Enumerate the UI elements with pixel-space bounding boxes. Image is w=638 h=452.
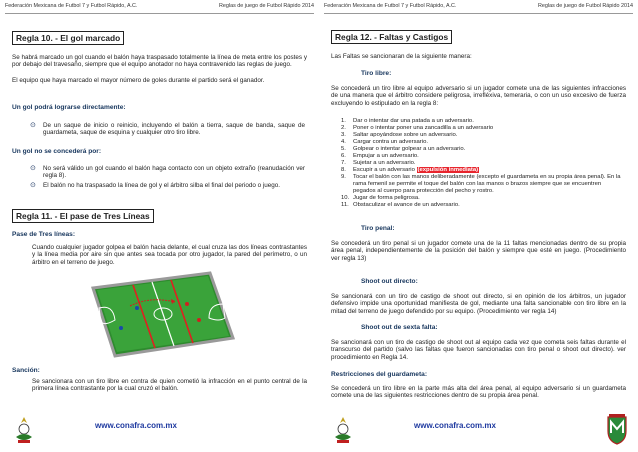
bullet-text: De un saque de inicio o reinicio, incluyendo el balón a tierra, saque de banda, saque de guardameta, saque de esquina y cualquier otro tiro libre. (43, 122, 305, 137)
foul-text: Obstaculizar el avance de un adversario. (353, 202, 460, 208)
foul-list-item (341, 125, 623, 132)
footer-url[interactable]: www.conafra.com.mx (414, 421, 496, 430)
goalkeeper-restrictions-paragraph: Se concederá un tiro libre en la parte más alta del área penal, al equipo adversario si un guardameta comete una de las siguientes restricciones dentro de su propia área penal. (331, 385, 626, 400)
header-doc: Reglas de juego de Futbol Rápido 2014 (537, 3, 633, 9)
foul-list-item (341, 132, 623, 139)
rule-11-paragraph-1: Cuando cualquier jugador golpea el balón hacia delante, el cual cruza las dos líneas contrastantes y la línea media por aire sin que antes sea tocada por otro jugador, la pared del perímetro, o un árbitro en el terreno de juego. (32, 244, 307, 266)
foul-number: 2. (341, 125, 346, 131)
header-divider (324, 13, 633, 14)
page-header (5, 3, 314, 9)
foul-list-item (341, 167, 623, 174)
foul-number: 5. (341, 146, 346, 152)
rule-10-paragraph-1: Se habrá marcado un gol cuando el balón haya traspasado totalmente la línea de meta entre los postes y por debajo del travesaño, siempre que el equipo anotador no haya contravenido las reglas de juego. (12, 54, 307, 69)
header-org: Federación Mexicana de Futbol 7 y Futbol Rápido, A.C. (324, 3, 457, 9)
foul-text: Tocar el balón con las manos deliberadamente (excepto el guardameta en su propia área penal). En la rama femenil se permite el toque del balón con las manos o brazos siempre que se encuentren pegados al cuerpo para protección del pecho y rostro. (353, 174, 621, 194)
rule-10-heading-direct: Un gol podrá lograrse directamente: (12, 104, 126, 111)
penalty-kick-paragraph: Se concederá un tiro penal si un jugador comete una de la 11 faltas mencionadas dentro de su propia área penal, independientemente de la posición del balón y siempre que esté en juego. (Procedimiento ver regla 13) (331, 240, 626, 262)
bullet-text: No será válido un gol cuando el balón haga contacto con un objeto extraño (reanudación ver regla 8). (43, 165, 305, 180)
federation-logo-icon (12, 415, 36, 445)
bullet-text: El balón no ha traspasado la línea de gol y el árbitro silba el final del periodo o juego. (43, 182, 280, 189)
header-doc: Reglas de juego de Futbol Rápido 2014 (218, 3, 314, 9)
expulsion-tag: (expulsión inmediata) (417, 167, 479, 173)
shootout-direct-paragraph: Se sancionará con un tiro de castigo de shoot out directo, si en opinión de los árbitros, un jugador defensivo impide una oportunidad manifiesta de gol, mediante una falta sancionable con tiro libre en la mitad del terreno de juego defendido por su equipo. (Procedimiento ver regla 14) (331, 293, 626, 315)
rule-11-heading-sanction: Sanción: (12, 367, 40, 374)
foul-number: 9. (341, 174, 346, 180)
page-header (324, 3, 633, 9)
rule-10-bullet-2 (30, 165, 305, 180)
foul-text: Golpear o intentar golpear a un adversario. (353, 146, 466, 152)
foul-list (341, 118, 623, 209)
foul-text: Jugar de forma peligrosa. (353, 195, 420, 201)
foul-text: Cargar contra un adversario. (353, 139, 428, 145)
foul-list-item (341, 160, 623, 167)
rule-10-bullet-1 (30, 122, 305, 137)
foul-list-item (341, 146, 623, 153)
foul-number: 6. (341, 153, 346, 159)
free-kick-paragraph: Se concederá un tiro libre al equipo adversario si un jugador comete una de las siguientes infracciones de una manera que el árbitro considere peligrosa, irrefléxiva, temeraria, o con un uso excesivo de fuerza excluyendo lo estipulado en la regla 8: (331, 85, 626, 107)
heading-sixth-foul: Shoot out de sexta falta: (361, 324, 438, 331)
foul-text: Poner o intentar poner una zancadilla a un adversario (353, 125, 494, 131)
sixth-foul-paragraph: Se sancionará con un tiro de castigo de shoot out al equipo cada vez que cometa seis faltas durante el transcurso del partido (salvo las faltas que fueron sancionadas con tiro penal o shoot out directo). ver procedimiento en Regla 14. (331, 339, 626, 361)
footer-url[interactable]: www.conafra.com.mx (95, 421, 177, 430)
rule-12-intro: Las Faltas se sancionaran de la siguiente manera: (331, 53, 472, 60)
rink-illustration (75, 268, 235, 358)
foul-list-item (341, 174, 623, 195)
foul-text: Empujar a un adversario. (353, 153, 419, 159)
foul-number: 3. (341, 132, 346, 138)
bullet-icon: ⊙ (30, 182, 36, 189)
foul-text: Escupir a un adversario (353, 167, 415, 173)
right-page (319, 0, 638, 452)
rule-10-bullet-3 (30, 182, 305, 189)
federation-logo-icon (331, 415, 355, 445)
foul-text: Saltar apoyándose sobre un adversario. (353, 132, 458, 138)
foul-number: 11. (341, 202, 349, 208)
league-shield-logo-icon (606, 413, 628, 445)
heading-free-kick: Tiro libre: (361, 70, 392, 77)
foul-number: 8. (341, 167, 346, 173)
rule-11-title: Regla 11. - El pase de Tres Líneas (12, 209, 154, 223)
rule-10-heading-not-granted: Un gol no se concederá por: (12, 148, 102, 155)
foul-text: Sujetar a un adversario. (353, 160, 416, 166)
foul-list-item (341, 139, 623, 146)
header-divider (5, 13, 314, 14)
foul-number: 1. (341, 118, 346, 124)
foul-list-item (341, 202, 623, 209)
foul-list-item (341, 118, 623, 125)
foul-list-item (341, 153, 623, 160)
rule-11-paragraph-2: Se sancionara con un tiro libre en contra de quien cometió la infracción en el punto central de la primera línea contrastante por la cual cruzó el balón. (32, 378, 307, 393)
bullet-icon: ⊙ (30, 122, 36, 129)
heading-goalkeeper-restrictions: Restricciones del guardameta: (331, 371, 428, 378)
foul-number: 10. (341, 195, 350, 201)
foul-number: 4. (341, 139, 346, 145)
rule-11-heading-pass: Pase de Tres líneas: (12, 231, 76, 238)
foul-text: Dar o intentar dar una patada a un adversario. (353, 118, 474, 124)
rule-10-paragraph-2: El equipo que haya marcado el mayor número de goles durante el partido será el ganador. (12, 77, 265, 84)
rule-12-title: Regla 12. - Faltas y Castigos (331, 30, 452, 44)
rule-10-title: Regla 10. - El gol marcado (12, 31, 124, 45)
foul-list-item (341, 195, 623, 202)
heading-shootout-direct: Shoot out directo: (361, 278, 418, 285)
header-org: Federación Mexicana de Futbol 7 y Futbol Rápido, A.C. (5, 3, 138, 9)
foul-number: 7. (341, 160, 346, 166)
bullet-icon: ⊙ (30, 165, 36, 172)
heading-penalty-kick: Tiro penal: (361, 225, 395, 232)
